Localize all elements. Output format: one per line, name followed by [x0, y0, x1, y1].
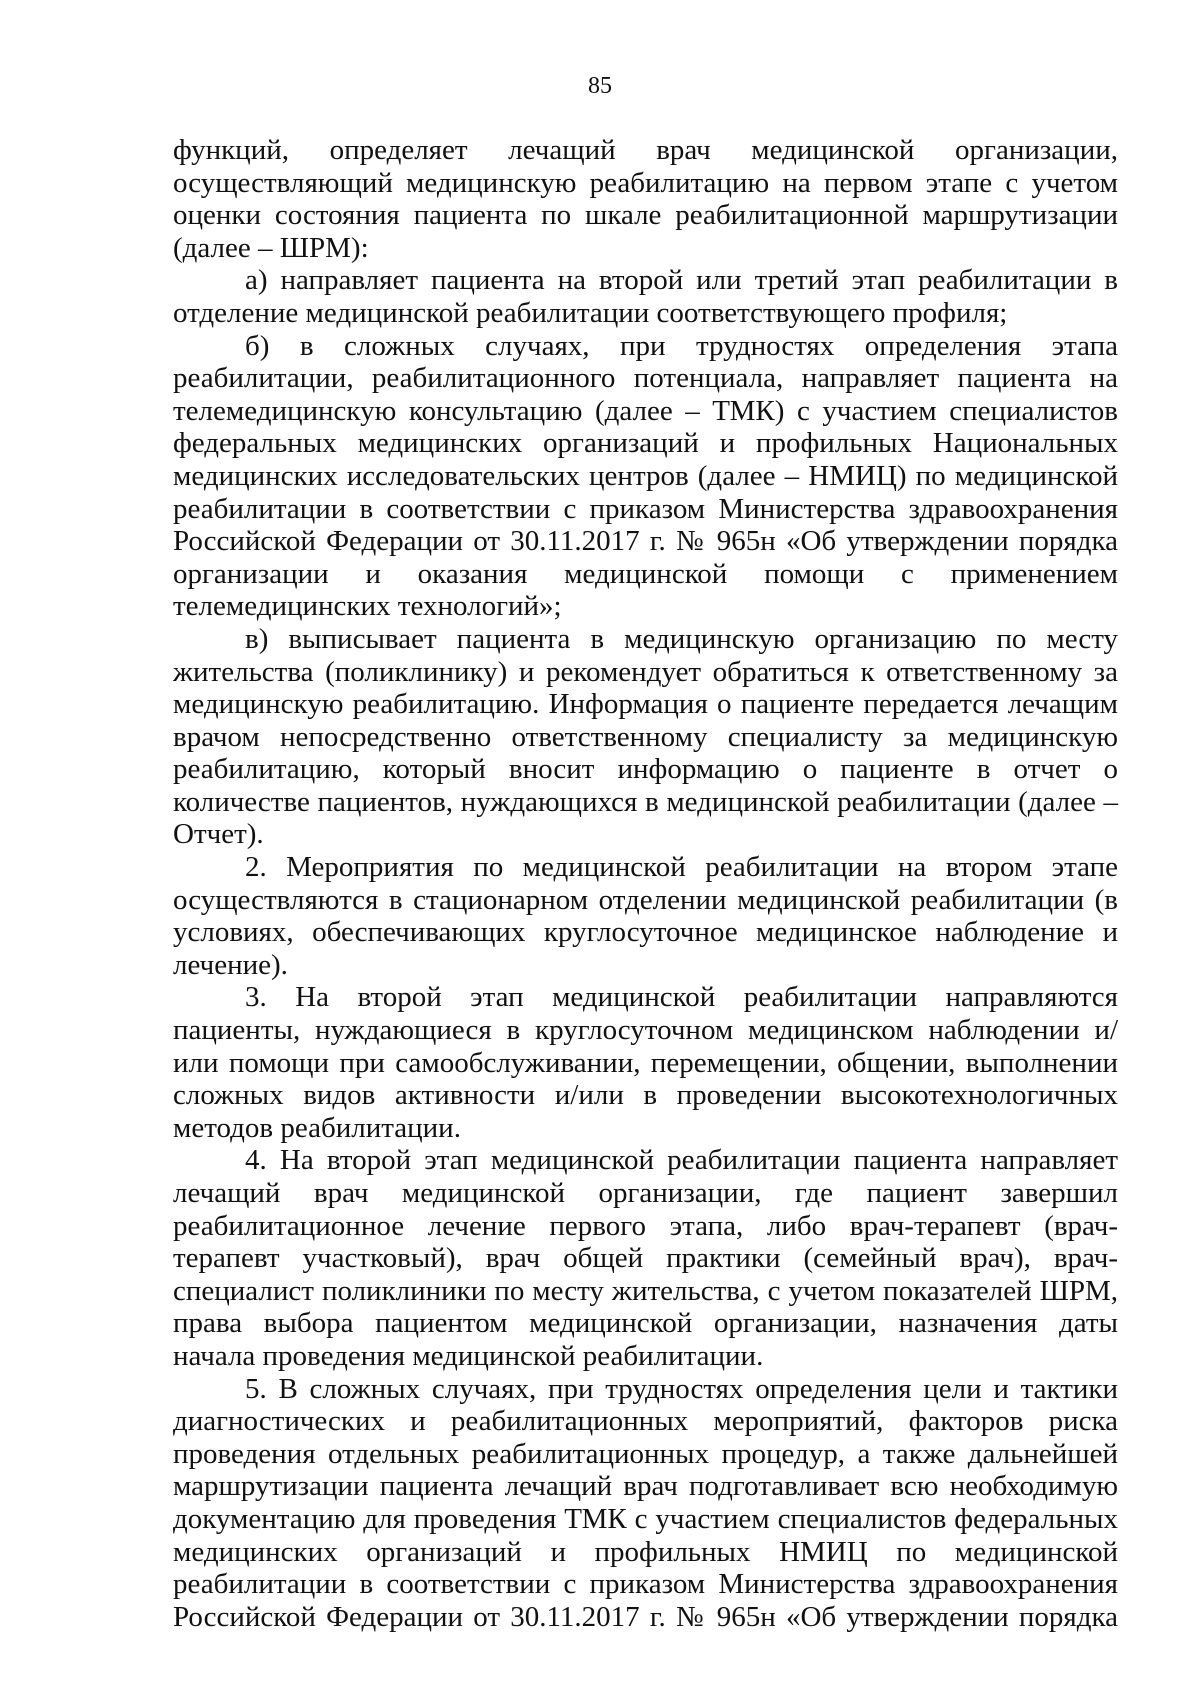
paragraph-continuation: функций, определяет лечащий врач медицинской организации, осуществляющий медицинскую реабилитацию на первом этапе с учетом оценки состояния пациента по шкале реабилитационной маршрутизации (далее – ШРМ): [173, 134, 1118, 264]
paragraph-item-b: б) в сложных случаях, при трудностях определения этапа реабилитации, реабилитационного потенциала, направляет пациента на телемедицинскую консультацию (далее – ТМК) с участием специалистов федеральных медицинских организаций и профильных Национальных медицинских исследовательских центров (далее – НМИЦ) по медицинской реабилитации в соответствии с приказом Министерства здравоохранения Российской Федерации от 30.11.2017 г. № 965н «Об утверждении порядка организации и оказания медицинской помощи с применением телемедицинских технологий»; [173, 329, 1118, 623]
paragraph-2: 2. Мероприятия по медицинской реабилитации на втором этапе осуществляются в стационарном отделении медицинской реабилитации (в условиях, обеспечивающих круглосуточное медицинское наблюдение и лечение). [173, 851, 1118, 981]
paragraph-5: 5. В сложных случаях, при трудностях определения цели и тактики диагностических и реабилитационных мероприятий, факторов риска проведения отдельных реабилитационных процедур, а также дальнейшей маршрутизации пациента лечащий врач подготавливает всю необходимую документацию для проведения ТМК с участием специалистов федеральных медицинских организаций и профильных НМИЦ по медицинской реабилитации в соответствии с приказом Министерства здравоохранения Российской Федерации от 30.11.2017 г. № 965н «Об утверждении порядка [173, 1372, 1118, 1633]
document-body [173, 134, 1118, 1633]
paragraph-item-a: а) направляет пациента на второй или третий этап реабилитации в отделение медицинской реабилитации соответствующего профиля; [173, 264, 1118, 329]
page-number: 85 [588, 73, 612, 99]
paragraph-item-v: в) выписывает пациента в медицинскую организацию по месту жительства (поликлинику) и рекомендует обратиться к ответственному за медицинскую реабилитацию. Информация о пациенте передается лечащим врачом непосредственно ответственному специалисту за медицинскую реабилитацию, который вносит информацию о пациенте в отчет о количестве пациентов, нуждающихся в медицинской реабилитации (далее – Отчет). [173, 622, 1118, 851]
paragraph-3: 3. На второй этап медицинской реабилитации направляются пациенты, нуждающиеся в круглосуточном медицинском наблюдении и/или помощи при самообслуживании, перемещении, общении, выполнении сложных видов активности и/или в проведении высокотехнологичных методов реабилитации. [173, 981, 1118, 1144]
paragraph-4: 4. На второй этап медицинской реабилитации пациента направляет лечащий врач медицинской организации, где пациент завершил реабилитационное лечение первого этапа, либо врач-терапевт (врач-терапевт участковый), врач общей практики (семейный врач), врач-специалист поликлиники по месту жительства, с учетом показателей ШРМ, права выбора пациентом медицинской организации, назначения даты начала проведения медицинской реабилитации. [173, 1144, 1118, 1372]
